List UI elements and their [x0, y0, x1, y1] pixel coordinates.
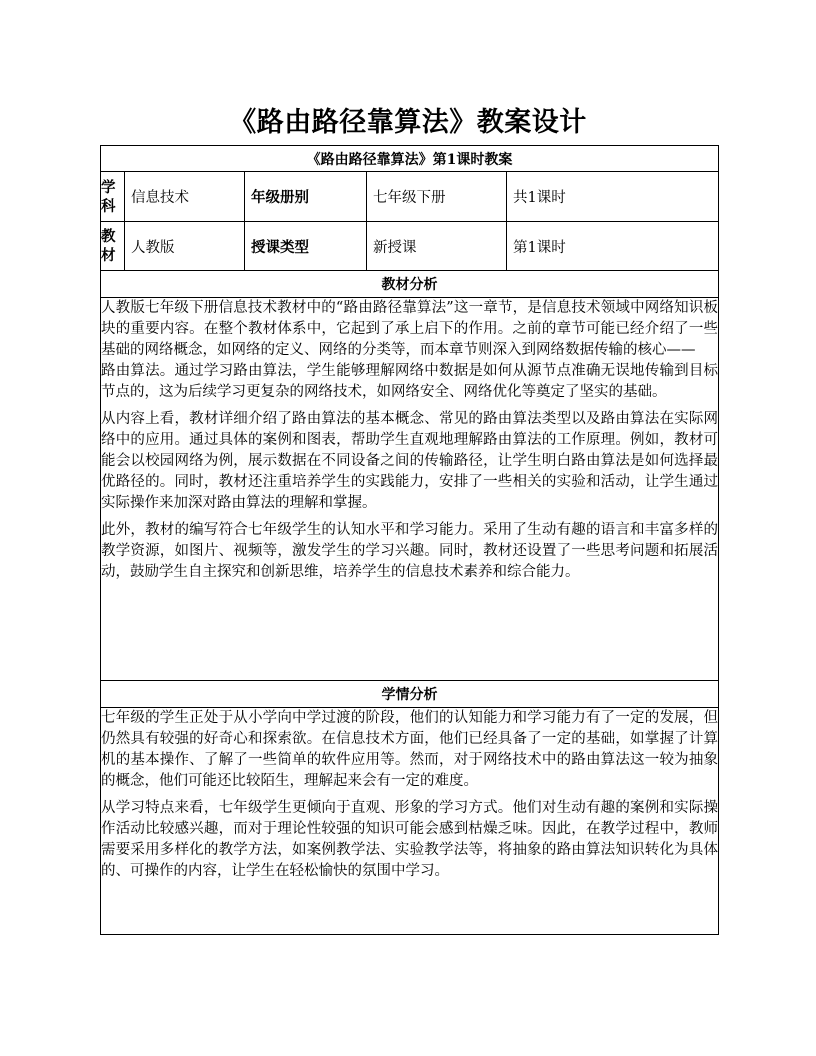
paragraph: 从内容上看，教材详细介绍了路由算法的基本概念、常见的路由算法类型以及路由算法在实际网络中的应用。通过具体的案例和图表，帮助学生直观地理解路由算法的工作原理。例如，教材可能会以校园网络为例，展示数据在不同设备之间的传输路径，让学生明白路由算法是如何选择最优路径的。同时，教材还注重培养学生的实践能力，安排了一些相关的实验和活动，让学生通过实际操作来加深对路由算法的理解和掌握。 — [101, 411, 719, 511]
section-body-row — [101, 298, 719, 681]
table-header-row — [101, 146, 719, 172]
paragraph: 人教版七年级下册信息技术教材中的“路由路径靠算法”这一章节，是信息技术领域中网络知识板块的重要内容。在整个教材体系中，它起到了承上启下的作用。之前的章节可能已经介绍了一些基础的网络概念，如网络的定义、网络的分类等，而本章节则深入到网络数据传输的核心—— — [101, 300, 719, 358]
document-title: 《路由路径靠算法》教案设计 — [229, 107, 587, 138]
paragraph: 七年级的学生正处于从小学向中学过渡的阶段，他们的认知能力和学习能力有了一定的发展，但仍然具有较强的好奇心和探索欲。在信息技术方面，他们已经具备了一定的基础，如掌握了计算机的基本操作、了解了一些简单的软件应用等。然而，对于网络技术中的路由算法这一较为抽象的概念，他们可能还比较陌生，理解起来会有一定的难度。 — [101, 710, 719, 789]
total-lessons: 共1课时 — [507, 172, 719, 222]
info-row-subject — [101, 172, 719, 222]
textbook-label: 教材 — [101, 222, 125, 271]
table-header: 《路由路径靠算法》第1课时教案 — [101, 146, 719, 172]
subject-label: 学科 — [101, 172, 125, 222]
section-heading-row — [101, 681, 719, 708]
lesson-type-value: 新授课 — [367, 222, 507, 271]
textbook-value: 人教版 — [125, 222, 245, 271]
student-analysis-body — [101, 708, 719, 935]
lesson-type-label: 授课类型 — [245, 222, 367, 271]
grade-label: 年级册别 — [245, 172, 367, 222]
paragraph: 从学习特点来看，七年级学生更倾向于直观、形象的学习方式。他们对生动有趣的案例和实际操作活动比较感兴趣，而对于理论性较强的知识可能会感到枯燥乏味。因此，在教学过程中，教师需要采用多样化的教学方法，如案例教学法、实验教学法等，将抽象的路由算法知识转化为具体的、可操作的内容，让学生在轻松愉快的氛围中学习。 — [101, 800, 719, 879]
section-heading-textbook-analysis: 教材分析 — [101, 271, 719, 298]
textbook-analysis-body — [101, 298, 719, 681]
section-body-row — [101, 708, 719, 935]
section-heading-student-analysis: 学情分析 — [101, 681, 719, 708]
section-heading-row — [101, 271, 719, 298]
grade-value: 七年级下册 — [367, 172, 507, 222]
subject-value: 信息技术 — [125, 172, 245, 222]
paragraph: 路由算法。通过学习路由算法，学生能够理解网络中数据是如何从源节点准确无误地传输到目标节点的，这为后续学习更复杂的网络技术，如网络安全、网络优化等奠定了坚实的基础。 — [101, 363, 719, 400]
info-row-textbook — [101, 222, 719, 271]
lesson-plan-table — [100, 145, 719, 935]
paragraph: 此外，教材的编写符合七年级学生的认知水平和学习能力。采用了生动有趣的语言和丰富多样的教学资源，如图片、视频等，激发学生的学习兴趣。同时，教材还设置了一些思考问题和拓展活动，鼓励学生自主探究和创新思维，培养学生的信息技术素养和综合能力。 — [101, 522, 719, 580]
lesson-number: 第1课时 — [507, 222, 719, 271]
